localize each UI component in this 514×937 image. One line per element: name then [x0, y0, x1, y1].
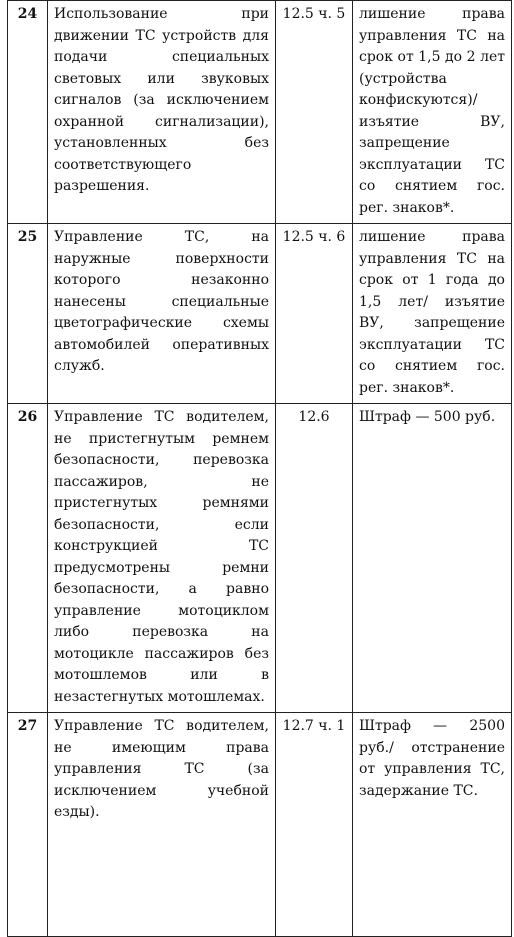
table-row — [8, 224, 512, 404]
article-reference: 12.6 — [276, 404, 353, 713]
row-number: 27 — [8, 713, 48, 937]
table-row — [8, 404, 512, 713]
article-reference: 12.5 ч. 5 — [276, 1, 353, 224]
article-reference: 12.5 ч. 6 — [276, 224, 353, 404]
penalty-description: Штраф — 500 руб. — [353, 404, 512, 713]
row-number: 26 — [8, 404, 48, 713]
article-reference: 12.7 ч. 1 — [276, 713, 353, 937]
table-row — [8, 713, 512, 937]
row-number: 24 — [8, 1, 48, 224]
penalty-description: Штраф — 2500 руб./ отстранение от управления ТС, задержание ТС. — [353, 713, 512, 937]
row-number: 25 — [8, 224, 48, 404]
table-row — [8, 1, 512, 224]
penalty-description: лишение права управления ТС на срок от 1,5 до 2 лет (устройства конфискуются)/ изъятие ВУ, запрещение эксплуатации ТС со снятием гос. рег. знаков*. — [353, 1, 512, 224]
penalty-description: лишение права управления ТС на срок от 1 года до 1,5 лет/ изъятие ВУ, запрещение эксплуатации ТС со снятием гос. рег. знаков*. — [353, 224, 512, 404]
violation-description: Управление ТС водителем, не пристегнутым ремнем безопасности, перевозка пассажиров, не пристегнутых ремнями безопасности, если конструкцией ТС предусмотрены ремни безопасности, а равно управление мотоциклом либо перевозка на мотоцикле пассажиров без мотошлемов или в незастегнутых мотошлемах. — [48, 404, 276, 713]
violations-table — [7, 0, 512, 937]
violation-description: Использование при движении ТС устройств для подачи специальных световых или звуковых сигналов (за исключением охранной сигнализации), установленных без соответствующего разрешения. — [48, 1, 276, 224]
violation-description: Управление ТС водителем, не имеющим права управления ТС (за исключением учебной езды). — [48, 713, 276, 937]
violation-description: Управление ТС, на наружные поверхности которого незаконно нанесены специальные цветографические схемы автомобилей оперативных служб. — [48, 224, 276, 404]
